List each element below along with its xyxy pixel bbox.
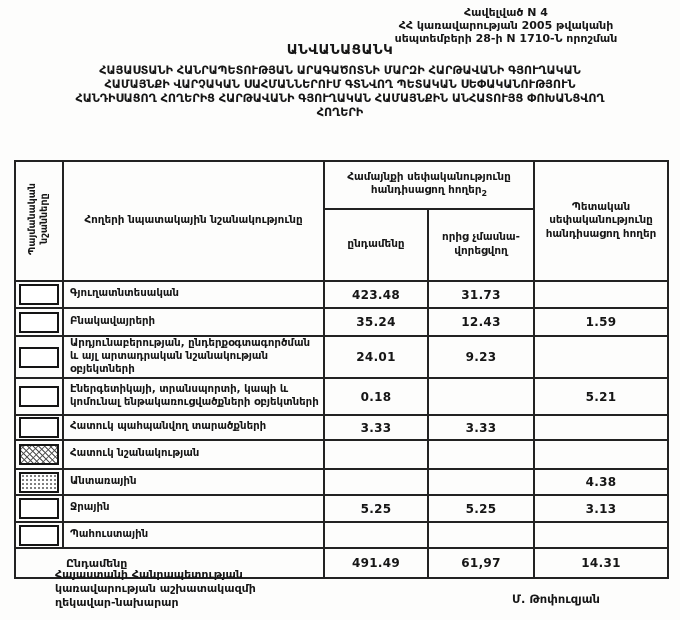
signatory-title-line: Հայաստանի Հանրապետության — [55, 568, 243, 581]
community-total-value: 5.25 — [324, 495, 428, 522]
nonprivatized-value — [428, 378, 534, 415]
land-type-name: Բնակավայրերի — [63, 308, 324, 336]
header-row-top — [15, 161, 668, 209]
nonprivatized-value: 12.43 — [428, 308, 534, 336]
column-header-community-label: Համայնքի սեփականությունը հանդիսացող հողեր — [347, 170, 511, 197]
appendix-line: Հավելված N 4 — [464, 6, 548, 19]
land-type-name: Պահուստային — [63, 522, 324, 548]
state-value: 5.21 — [534, 378, 668, 415]
land-transfer-table — [14, 160, 669, 579]
signatory-title-line: ղեկավար-նախարար — [55, 595, 179, 609]
document-subtitle — [10, 64, 670, 120]
column-header-state: Պետական սեփականությունը հանդիսացող հողեր — [534, 161, 668, 281]
table-row — [15, 308, 668, 336]
land-type-swatch-icon — [19, 284, 59, 305]
state-value — [534, 336, 668, 378]
nonprivatized-value: 31.73 — [428, 281, 534, 308]
column-header-signs — [15, 161, 63, 281]
total-state-value: 14.31 — [534, 548, 668, 578]
land-type-swatch-icon — [19, 386, 59, 407]
table-row — [15, 378, 668, 415]
subtitle-line: ՀԱՆԴԻՍԱՑՈՂ ՀՈՂԵՐԻՑ ՀԱՐԹԱՎԱՆԻ ԳՅՈՒՂԱԿԱՆ ՀԱՄԱՅՆՔԻՆ ԱՆՀԱՏՈՒՅՑ ՓՈԽԱՆՑՎՈՂ — [75, 92, 605, 105]
land-type-swatch-icon — [19, 312, 59, 333]
footnote-marker: 2 — [481, 189, 488, 199]
signatory-title-block — [55, 568, 256, 609]
column-header-nonprivatized: որից չմասնա-վորեցվող — [428, 209, 534, 281]
state-value — [534, 440, 668, 469]
swatch-cell — [15, 336, 63, 378]
column-header-purpose: Հողերի նպատակային նշանակությունը — [63, 161, 324, 281]
page-title: ԱՆՎԱՆԱՑԱՆԿ — [286, 42, 394, 58]
nonprivatized-value — [428, 522, 534, 548]
community-total-value — [324, 469, 428, 495]
state-value — [534, 281, 668, 308]
column-header-signs-label: Պայմանական նշանները — [27, 182, 50, 255]
community-total-value: 3.33 — [324, 415, 428, 440]
swatch-cell — [15, 469, 63, 495]
state-value — [534, 415, 668, 440]
land-type-swatch-hatched-icon — [19, 444, 59, 465]
community-total-value: 24.01 — [324, 336, 428, 378]
nonprivatized-value: 3.33 — [428, 415, 534, 440]
community-total-value — [324, 522, 428, 548]
table-row — [15, 440, 668, 469]
signatory-title-line: կառավարության աշխատակազմի — [55, 581, 256, 595]
state-value: 1.59 — [534, 308, 668, 336]
community-total-value: 423.48 — [324, 281, 428, 308]
swatch-cell — [15, 522, 63, 548]
swatch-cell — [15, 415, 63, 440]
subtitle-line: ՀՈՂԵՐԻ — [316, 106, 364, 119]
table-row — [15, 469, 668, 495]
column-header-community-group — [324, 161, 534, 209]
subtitle-line: ՀԱՅԱՍՏԱՆԻ ՀԱՆՐԱՊԵՏՈՒԹՅԱՆ ԱՐԱԳԱԾՈՏՆԻ ՄԱՐԶԻ ՀԱՐԹԱՎԱՆԻ ԳՅՈՒՂԱԿԱՆ — [99, 64, 581, 77]
land-type-swatch-icon — [19, 498, 59, 519]
appendix-note — [356, 6, 656, 46]
table-row — [15, 415, 668, 440]
land-type-name: Գյուղատնտեսական — [63, 281, 324, 308]
total-community-value: 491.49 — [324, 548, 428, 578]
state-value: 3.13 — [534, 495, 668, 522]
community-total-value: 35.24 — [324, 308, 428, 336]
table-row — [15, 336, 668, 378]
state-value — [534, 522, 668, 548]
total-nonprivatized-value: 61,97 — [428, 548, 534, 578]
land-type-name: Արդյունաբերության, ընդերքօգտագործման և այլ արտադրական նշանակության օբյեկտների — [63, 336, 324, 378]
land-type-swatch-dotted-icon — [19, 472, 59, 493]
total-label: Ընդամենը — [15, 548, 324, 578]
nonprivatized-value — [428, 440, 534, 469]
table-row — [15, 522, 668, 548]
nonprivatized-value: 5.25 — [428, 495, 534, 522]
land-type-name: Հատուկ պահպանվող տարածքների — [63, 415, 324, 440]
land-transfer-table-container — [14, 160, 669, 579]
column-header-total: ընդամենը — [324, 209, 428, 281]
swatch-cell — [15, 440, 63, 469]
land-type-name: Ջրային — [63, 495, 324, 522]
land-type-name: Էներգետիկայի, տրանսպորտի, կապի և կոմունալ ենթակառուցվածքների օբյեկտների — [63, 378, 324, 415]
state-value: 4.38 — [534, 469, 668, 495]
signatory-name: Մ. Թոփուզյան — [512, 592, 600, 606]
swatch-cell — [15, 495, 63, 522]
swatch-cell — [15, 378, 63, 415]
land-type-name: Անտառային — [63, 469, 324, 495]
appendix-line: սեպտեմբերի 28-ի N 1710-Ն որոշման — [394, 32, 618, 46]
land-type-swatch-icon — [19, 417, 59, 438]
community-total-value — [324, 440, 428, 469]
table-row — [15, 495, 668, 522]
table-row — [15, 281, 668, 308]
swatch-cell — [15, 281, 63, 308]
nonprivatized-value — [428, 469, 534, 495]
community-total-value: 0.18 — [324, 378, 428, 415]
land-type-name: Հատուկ նշանակության — [63, 440, 324, 469]
appendix-line: ՀՀ կառավարության 2005 թվականի — [398, 19, 614, 33]
swatch-cell — [15, 308, 63, 336]
nonprivatized-value: 9.23 — [428, 336, 534, 378]
land-type-swatch-icon — [19, 347, 59, 368]
subtitle-line: ՀԱՄԱՅՆՔԻ ՎԱՐՉԱԿԱՆ ՍԱՀՄԱՆՆԵՐՈՒՄ ԳՏՆՎՈՂ ՊԵՏԱԿԱՆ ՍԵՓԱԿԱՆՈՒԹՅՈՒՆ — [104, 78, 576, 91]
land-type-swatch-icon — [19, 525, 59, 546]
